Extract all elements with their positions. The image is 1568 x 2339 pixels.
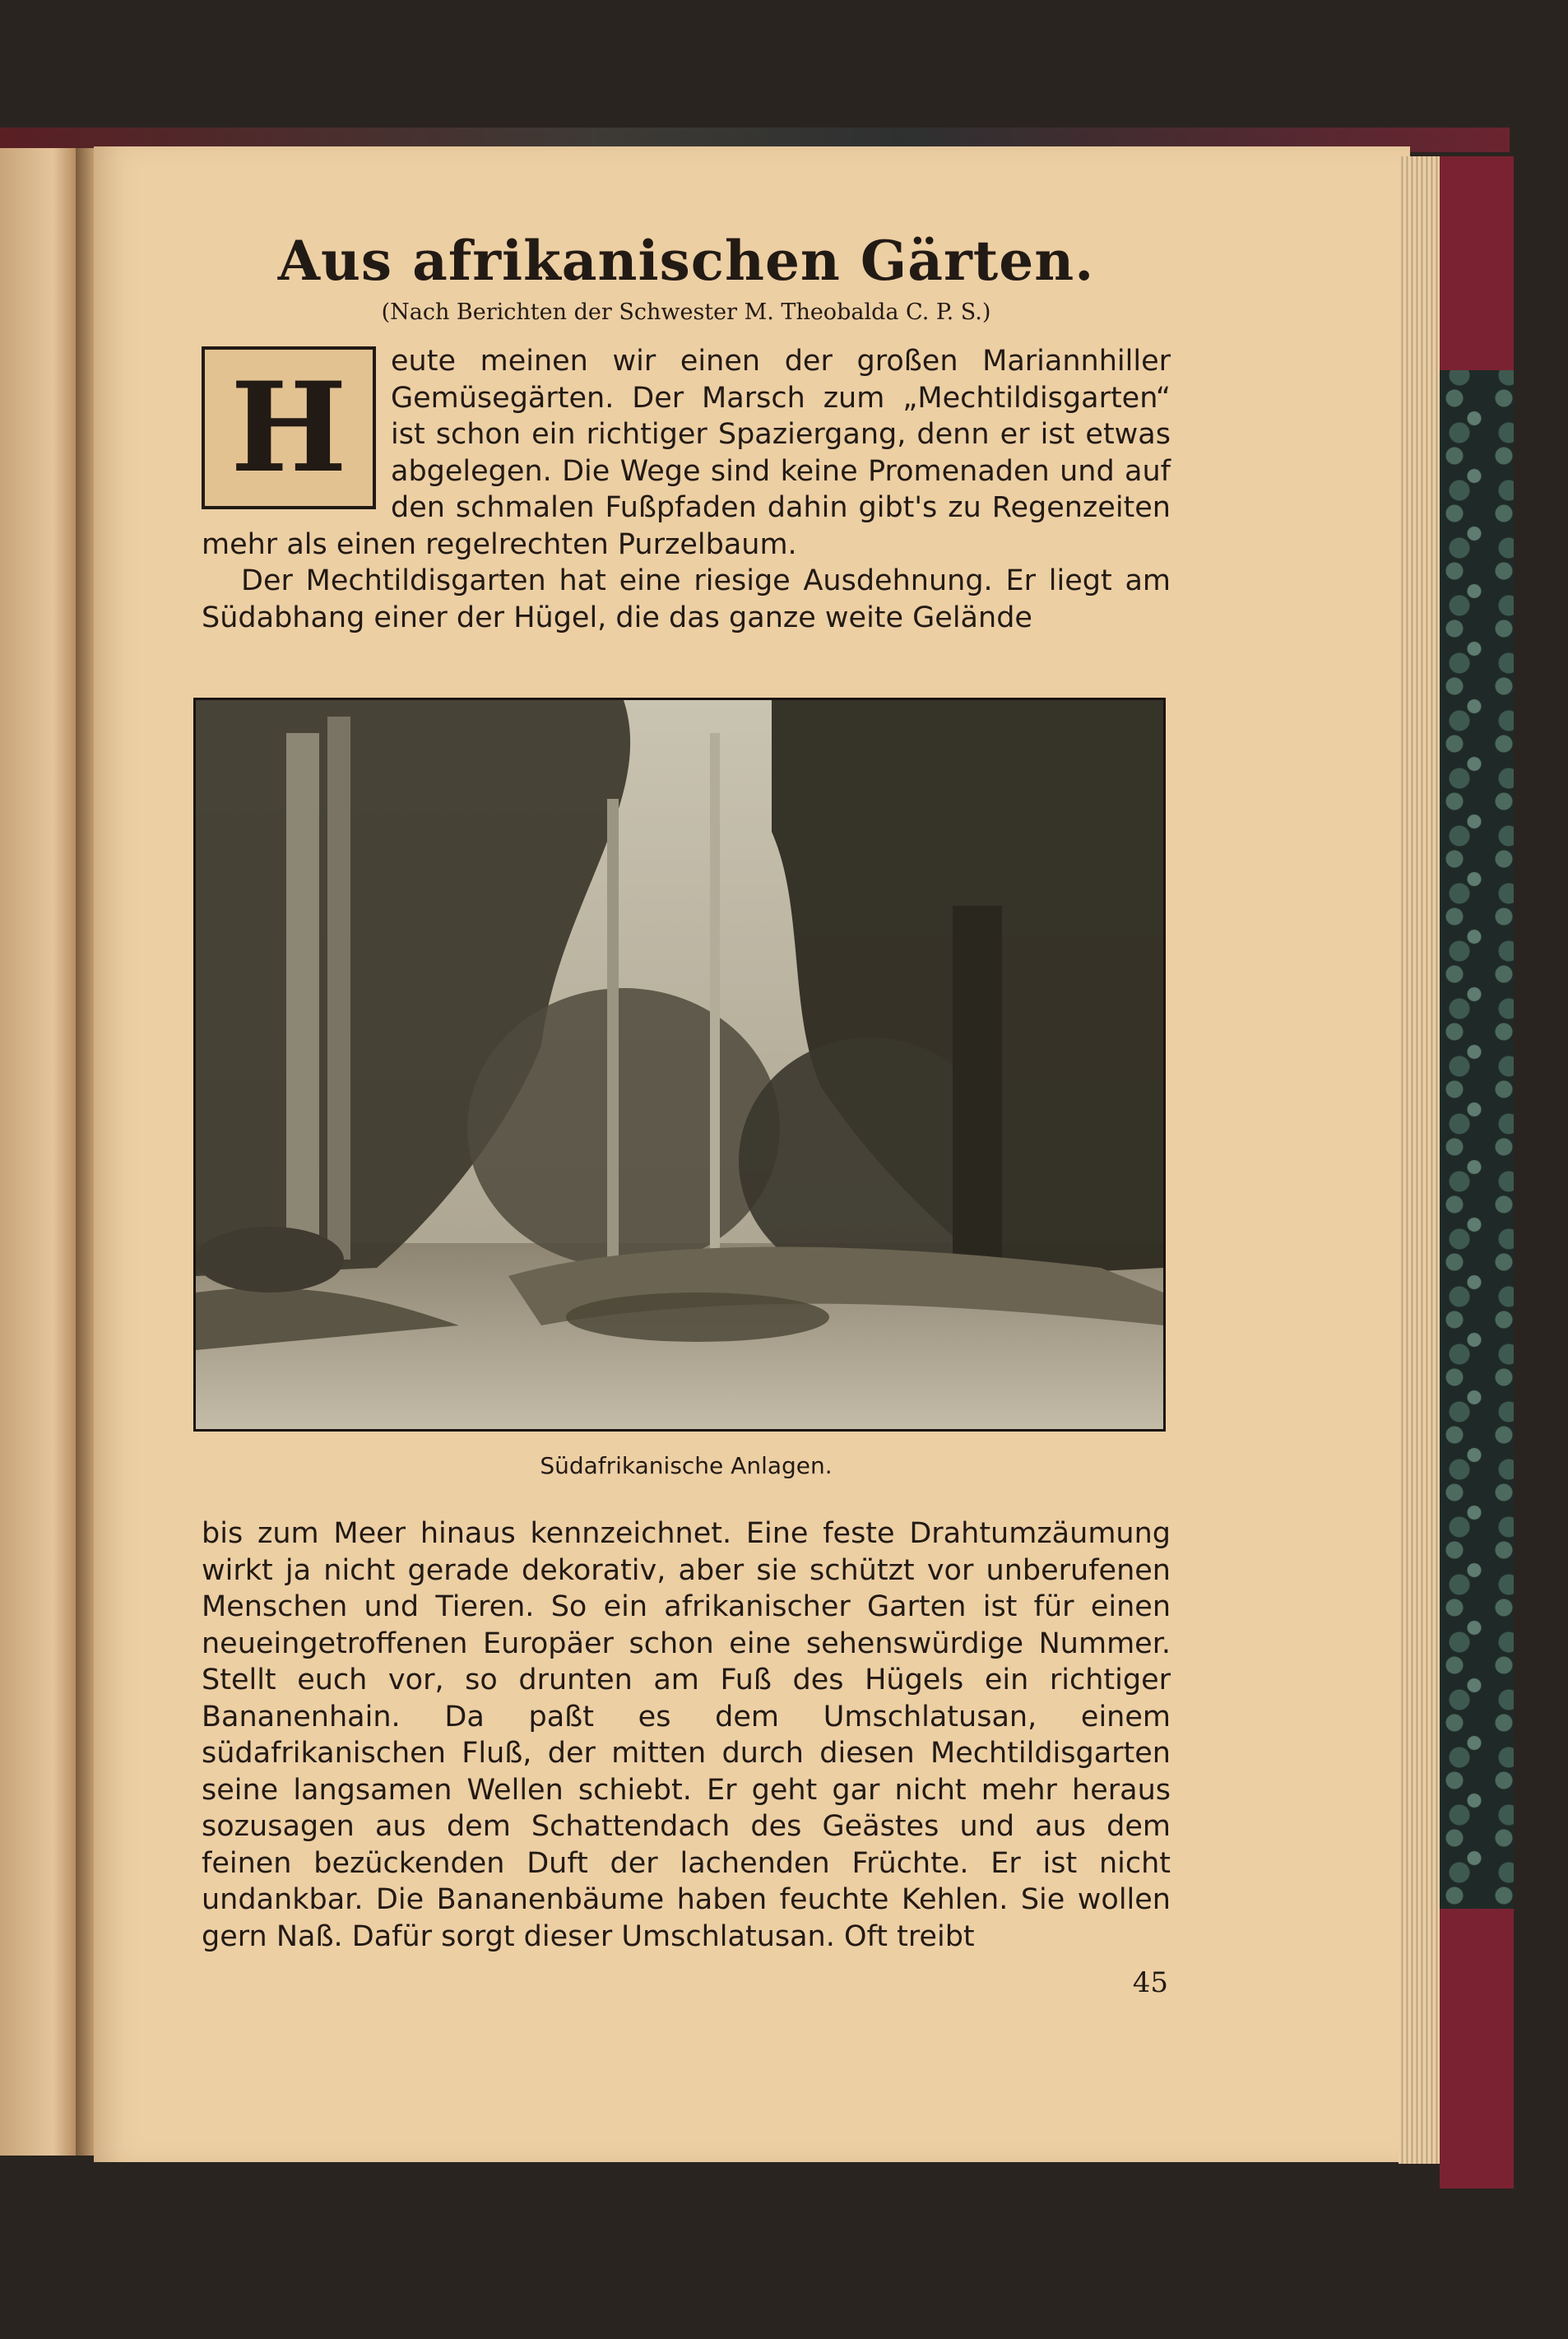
page-number: 45 — [1132, 1966, 1168, 1999]
article-top — [202, 229, 1171, 636]
cover-corner-top — [1440, 156, 1514, 370]
left-page-strip — [0, 148, 76, 2156]
paragraph-3: bis zum Meer hinaus kennzeichnet. Eine feste Drahtumzäumung wirkt ja nicht gerade dekorativ, aber sie schützt vor unberufenen Menschen und Tieren. So ein afrikanischer Garten ist für einen neueingetroffenen Europäer schon eine sehenswürdige Nummer. Stellt euch vor, so drunten am Fuß des Hügels ein richtiger Bananenhain. Da paßt es dem Umschlatusan, einem südafrikanischen Fluß, der mitten durch diesen Mechtildisgarten seine langsamen Wellen schiebt. Er geht gar nicht mehr heraus sozusagen aus dem Schattendach des Geästes und aus dem feinen bezückenden Duft der lachenden Früchte. Er ist nicht undankbar. Die Bananenbäume haben feuchte Kehlen. Sie wollen gern Naß. Dafür sorgt dieser Umschlatusan. Oft treibt — [202, 1517, 1171, 1953]
marbled-cover — [1440, 156, 1514, 2188]
paragraph-1-text: eute meinen wir einen der großen Mariannhiller Gemüsegärten. Der Marsch zum „Mechtildisgarten“ ist schon ein richtiger Spaziergang, denn er ist etwas abgelegen. Die Wege sind keine Promenaden und auf den schmalen Fußpfaden dahin gibt's zu Regenzeiten mehr als einen regelrechten Purzelbaum. — [202, 345, 1171, 561]
paragraph-1 — [202, 343, 1171, 563]
article-continuation — [202, 1515, 1171, 1955]
decorative-initial-letter: H — [202, 346, 376, 509]
figure-caption: Südafrikanische Anlagen. — [540, 1452, 833, 1479]
photo-figure — [193, 698, 1166, 1432]
paragraph-2: Der Mechtildisgarten hat eine riesige Ausdehnung. Er liegt am Südabhang einer der Hügel, die das ganze weite Gelände — [202, 564, 1171, 634]
page-edges — [1399, 156, 1444, 2164]
article-title: Aus afrikanischen Gärten. — [277, 229, 1095, 293]
garden-photo — [196, 700, 1163, 1429]
cover-corner-bottom — [1440, 1909, 1514, 2188]
article-subtitle: (Nach Berichten der Schwester M. Theobalda C. P. S.) — [381, 299, 991, 325]
book-gutter — [76, 148, 94, 2156]
